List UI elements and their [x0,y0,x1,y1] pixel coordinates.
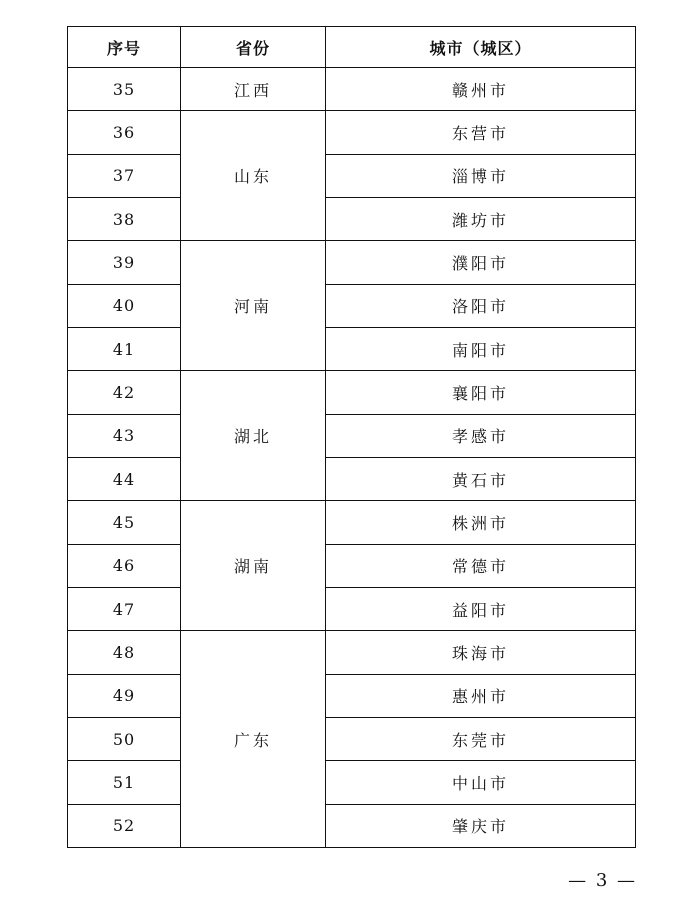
row-province: 江西 [181,68,326,111]
table-row [68,674,636,717]
row-city: 惠州市 [326,674,636,717]
row-city: 株洲市 [326,501,636,544]
row-city: 益阳市 [326,587,636,630]
row-city: 赣州市 [326,68,636,111]
city-table [67,26,636,848]
table-row [68,154,636,197]
row-serial-number: 42 [68,371,181,414]
row-serial-number: 49 [68,674,181,717]
row-province: 湖南 [181,501,326,631]
row-serial-number: 40 [68,284,181,327]
row-serial-number: 43 [68,414,181,457]
row-serial-number: 38 [68,197,181,240]
row-city: 孝感市 [326,414,636,457]
row-serial-number: 47 [68,587,181,630]
row-city: 南阳市 [326,327,636,370]
row-serial-number: 35 [68,68,181,111]
row-city: 襄阳市 [326,371,636,414]
row-serial-number: 41 [68,327,181,370]
table-row [68,631,636,674]
table-row [68,371,636,414]
table-row [68,414,636,457]
row-city: 东莞市 [326,717,636,760]
header-province: 省份 [181,27,326,68]
table-row [68,717,636,760]
row-serial-number: 39 [68,241,181,284]
row-province: 山东 [181,111,326,241]
table-row [68,327,636,370]
row-city: 常德市 [326,544,636,587]
row-province: 河南 [181,241,326,371]
row-city: 东营市 [326,111,636,154]
header-city: 城市（城区） [326,27,636,68]
row-province: 广东 [181,631,326,848]
table-row [68,197,636,240]
row-province: 湖北 [181,371,326,501]
page-number: — 3 — [568,870,637,891]
table-row [68,587,636,630]
table-row [68,284,636,327]
table-row [68,501,636,544]
row-city: 潍坊市 [326,197,636,240]
row-city: 黄石市 [326,457,636,500]
table-row [68,68,636,111]
table-row [68,804,636,847]
row-serial-number: 36 [68,111,181,154]
table-row [68,111,636,154]
row-city: 中山市 [326,761,636,804]
table-body [68,68,636,848]
table-row [68,457,636,500]
row-serial-number: 50 [68,717,181,760]
row-city: 洛阳市 [326,284,636,327]
row-serial-number: 52 [68,804,181,847]
row-serial-number: 48 [68,631,181,674]
row-serial-number: 44 [68,457,181,500]
table-row [68,544,636,587]
row-city: 珠海市 [326,631,636,674]
table-header-row [68,27,636,68]
row-serial-number: 46 [68,544,181,587]
row-serial-number: 37 [68,154,181,197]
row-serial-number: 45 [68,501,181,544]
table-row [68,761,636,804]
row-serial-number: 51 [68,761,181,804]
row-city: 淄博市 [326,154,636,197]
row-city: 肇庆市 [326,804,636,847]
row-city: 濮阳市 [326,241,636,284]
table-row [68,241,636,284]
header-serial-number: 序号 [68,27,181,68]
